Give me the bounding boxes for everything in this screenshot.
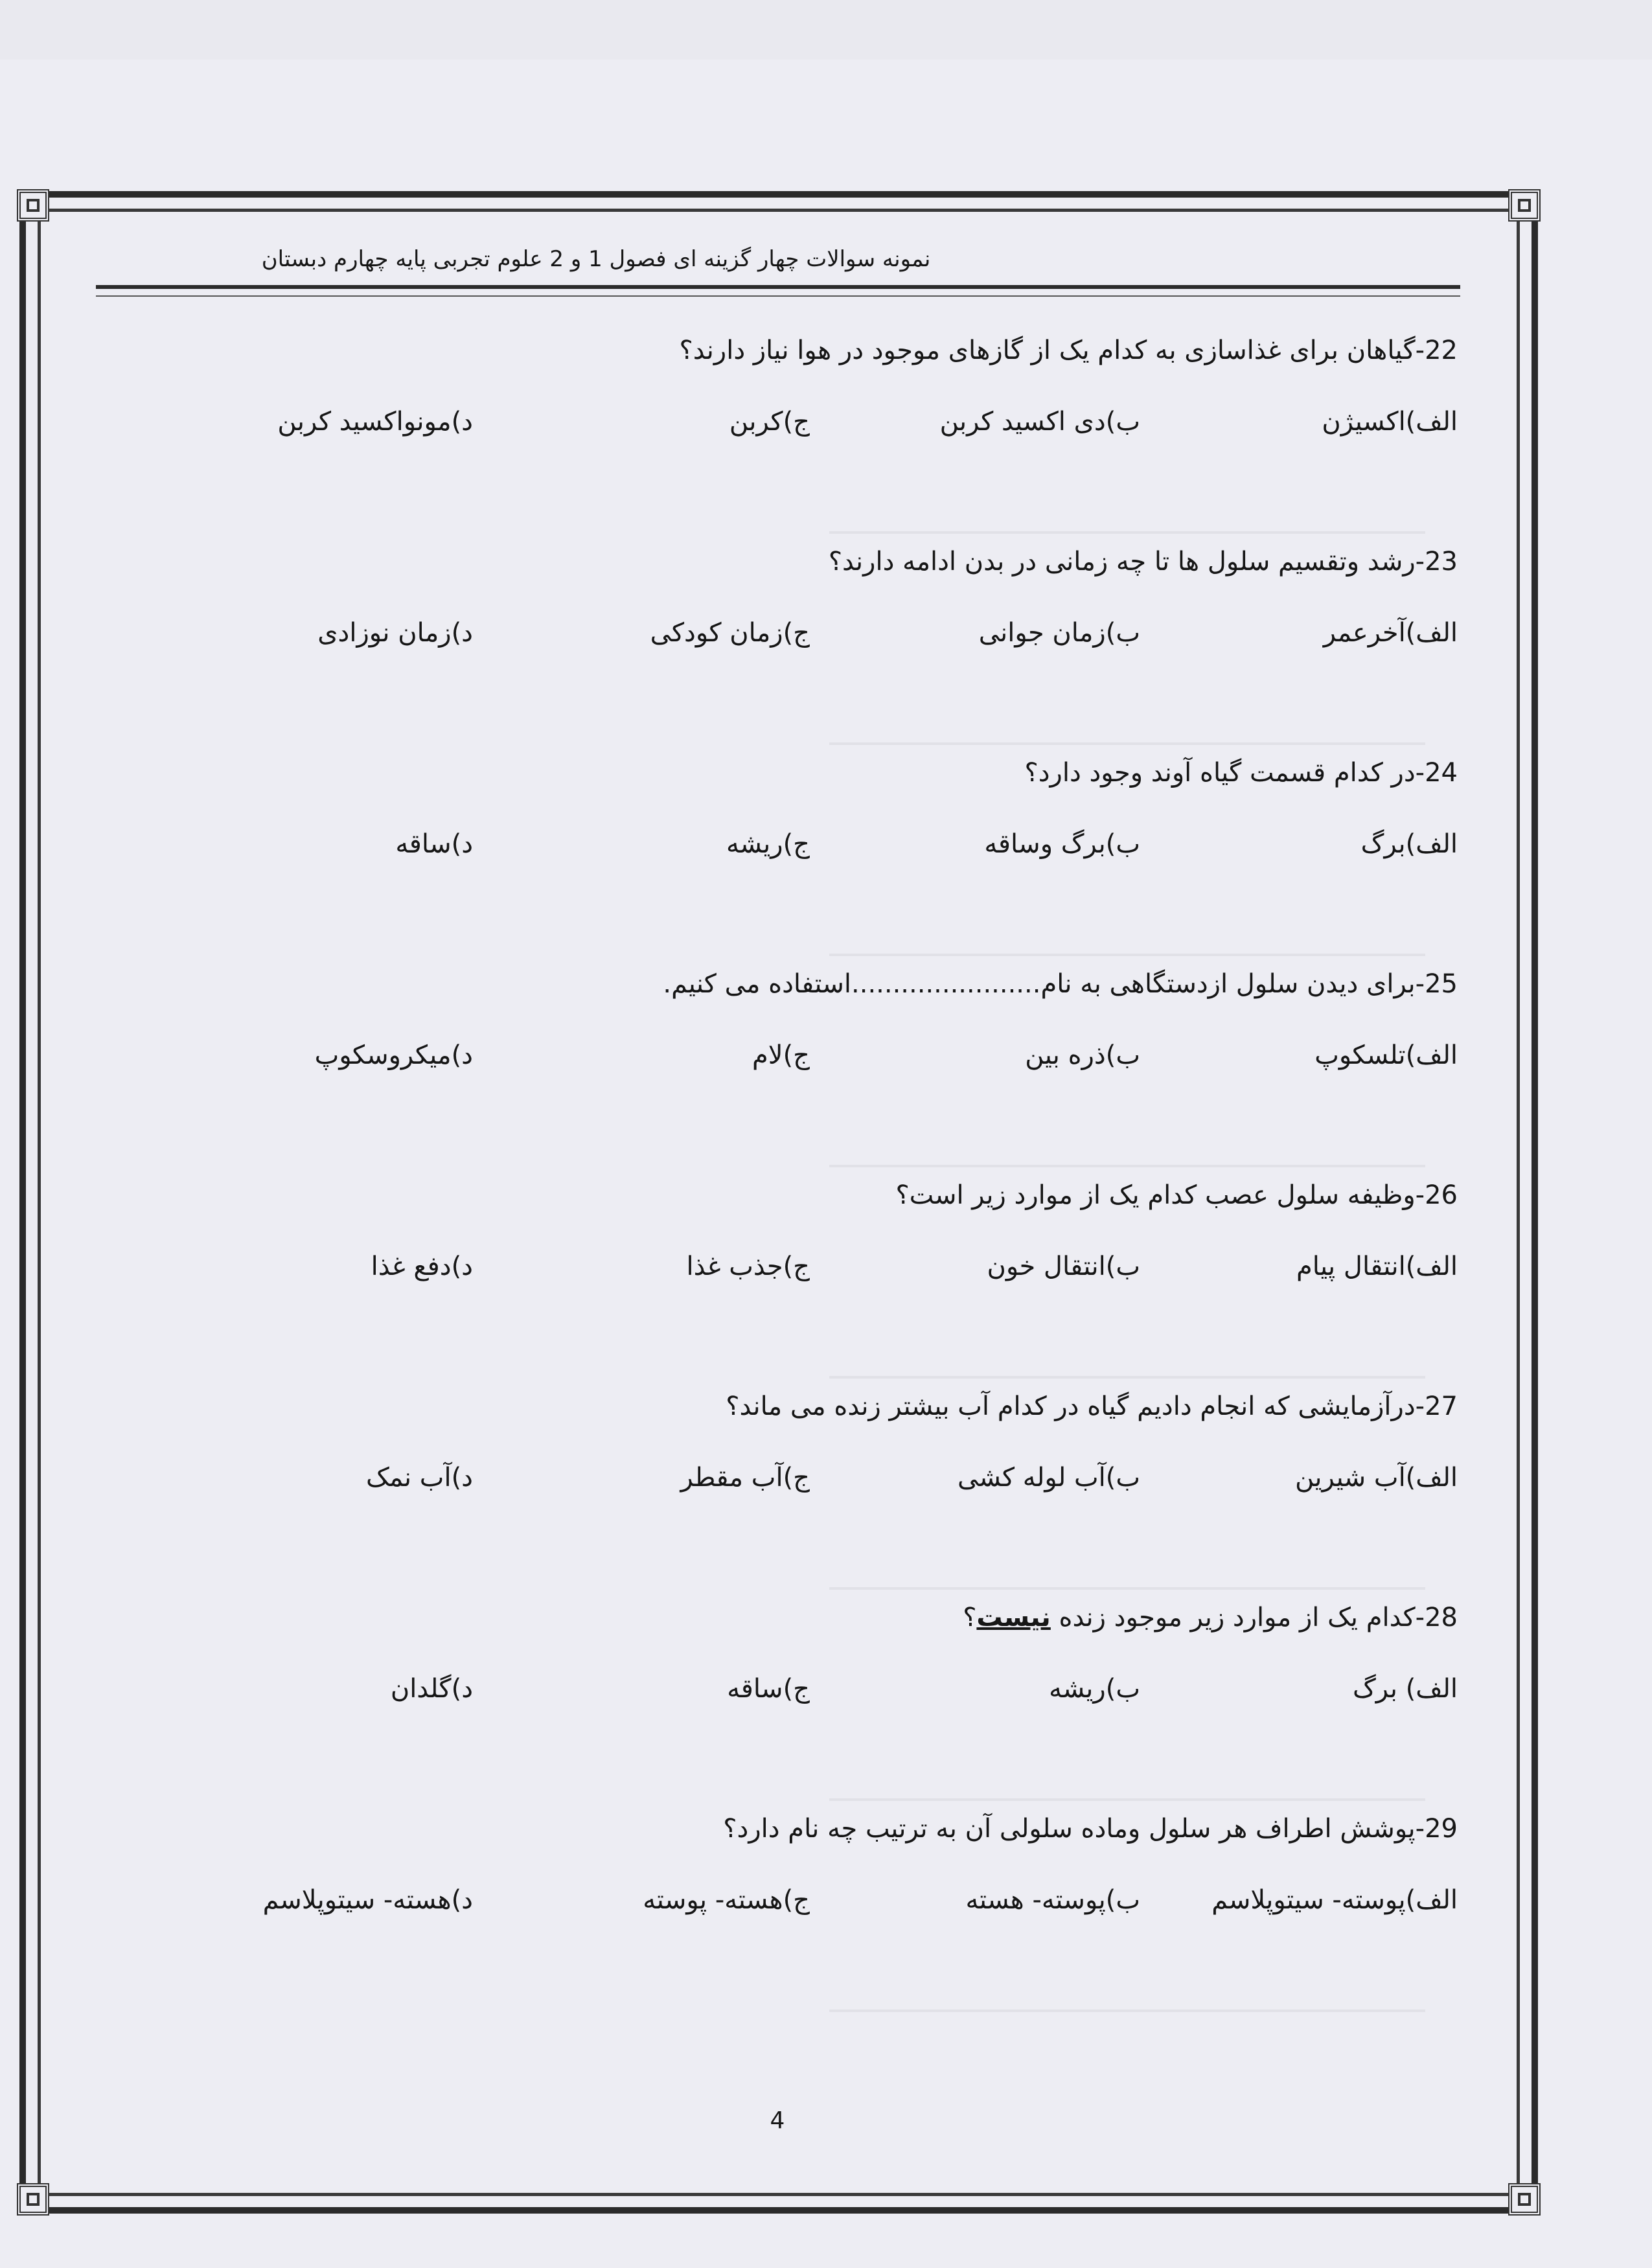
border-corner-ornament [17,2183,49,2216]
option-c: ج)آب مقطر [680,1463,810,1493]
option-b: ب)پوسته- هسته [965,1885,1140,1915]
question-emphasis: نیست [976,1603,1051,1632]
option-c: ج)ساقه [727,1674,810,1704]
option-a: الف)پوسته- سیتوپلاسم [1211,1885,1458,1915]
question-text: 27-درآزمایشی که انجام دادیم گیاه در کدام آب بیشتر زنده می ماند؟ [726,1392,1458,1421]
option-d: د)زمان نوزادی [317,618,473,648]
question-22 [155,324,1458,535]
option-a: الف)اکسیژن [1322,407,1458,437]
question-text: 23-رشد وتقسیم سلول ها تا چه زمانی در بدن ادامه دارند؟ [828,547,1458,577]
option-a: الف)آب شیرین [1294,1463,1458,1493]
option-d: د)گلدان [390,1674,473,1704]
option-b: ب)ریشه [1049,1674,1140,1704]
option-c: ج)زمان کودکی [650,618,810,648]
option-d: د)میکروسکوپ [314,1040,473,1070]
option-c: ج)کربن [729,407,810,437]
question-29 [155,1802,1458,2013]
option-a: الف)آخرعمر [1323,618,1458,648]
question-text: 29-پوشش اطراف هر سلول وماده سلولی آن به ترتیب چه نام دارد؟ [723,1814,1458,1844]
option-c: ج)ریشه [726,829,810,859]
header-divider [96,285,1460,297]
question-text: 25-برای دیدن سلول ازدستگاهی به نام.......................استفاده می کنیم. [663,969,1458,999]
option-b: ب)برگ وساقه [984,829,1140,859]
question-list [155,324,1458,2013]
option-a: الف)برگ [1360,829,1458,859]
border-corner-ornament [1508,189,1541,222]
question-23 [155,535,1458,746]
page-header-title: نمونه سوالات چهار گزینه ای فصول 1 و 2 علوم تجربی پایه چهارم دبستان [261,246,931,272]
option-b: ب)زمان جوانی [978,618,1140,648]
question-text: 22-گیاهان برای غذاسازی به کدام یک از گازهای موجود در هوا نیاز دارند؟ [679,336,1458,365]
option-a: الف) برگ [1352,1674,1458,1704]
question-26 [155,1169,1458,1380]
page-number: 4 [770,2107,785,2134]
option-d: د)آب نمک [366,1463,473,1493]
option-c: ج)جذب غذا [686,1252,810,1281]
question-text: 24-در کدام قسمت گیاه آوند وجود دارد؟ [1024,758,1458,788]
option-b: ب)انتقال خون [987,1252,1140,1281]
option-d: د)مونواکسید کربن [277,407,473,437]
border-corner-ornament [1508,2183,1541,2216]
option-c: ج)هسته- پوسته [643,1885,810,1915]
option-b: ب)آب لوله کشی [957,1463,1140,1493]
option-b: ب)ذره بین [1025,1040,1140,1070]
option-b: ب)دی اکسید کربن [939,407,1140,437]
option-d: د)هسته- سیتوپلاسم [262,1885,473,1915]
border-corner-ornament [17,189,49,222]
question-28 [155,1591,1458,1802]
question-text-start: 28-کدام یک از موارد زیر موجود زنده [1050,1603,1458,1632]
option-c: ج)لام [751,1040,810,1070]
question-27 [155,1380,1458,1591]
question-text: 26-وظیفه سلول عصب کدام یک از موارد زیر است؟ [895,1180,1458,1210]
option-d: د)ساقه [395,829,473,859]
question-25 [155,957,1458,1169]
option-a: الف)انتقال پیام [1296,1252,1458,1281]
question-text-end: ؟ [963,1603,977,1632]
option-a: الف)تلسکوپ [1314,1040,1458,1070]
question-text [963,1603,1458,1632]
question-24 [155,746,1458,957]
option-d: د)دفع غذا [371,1252,473,1281]
